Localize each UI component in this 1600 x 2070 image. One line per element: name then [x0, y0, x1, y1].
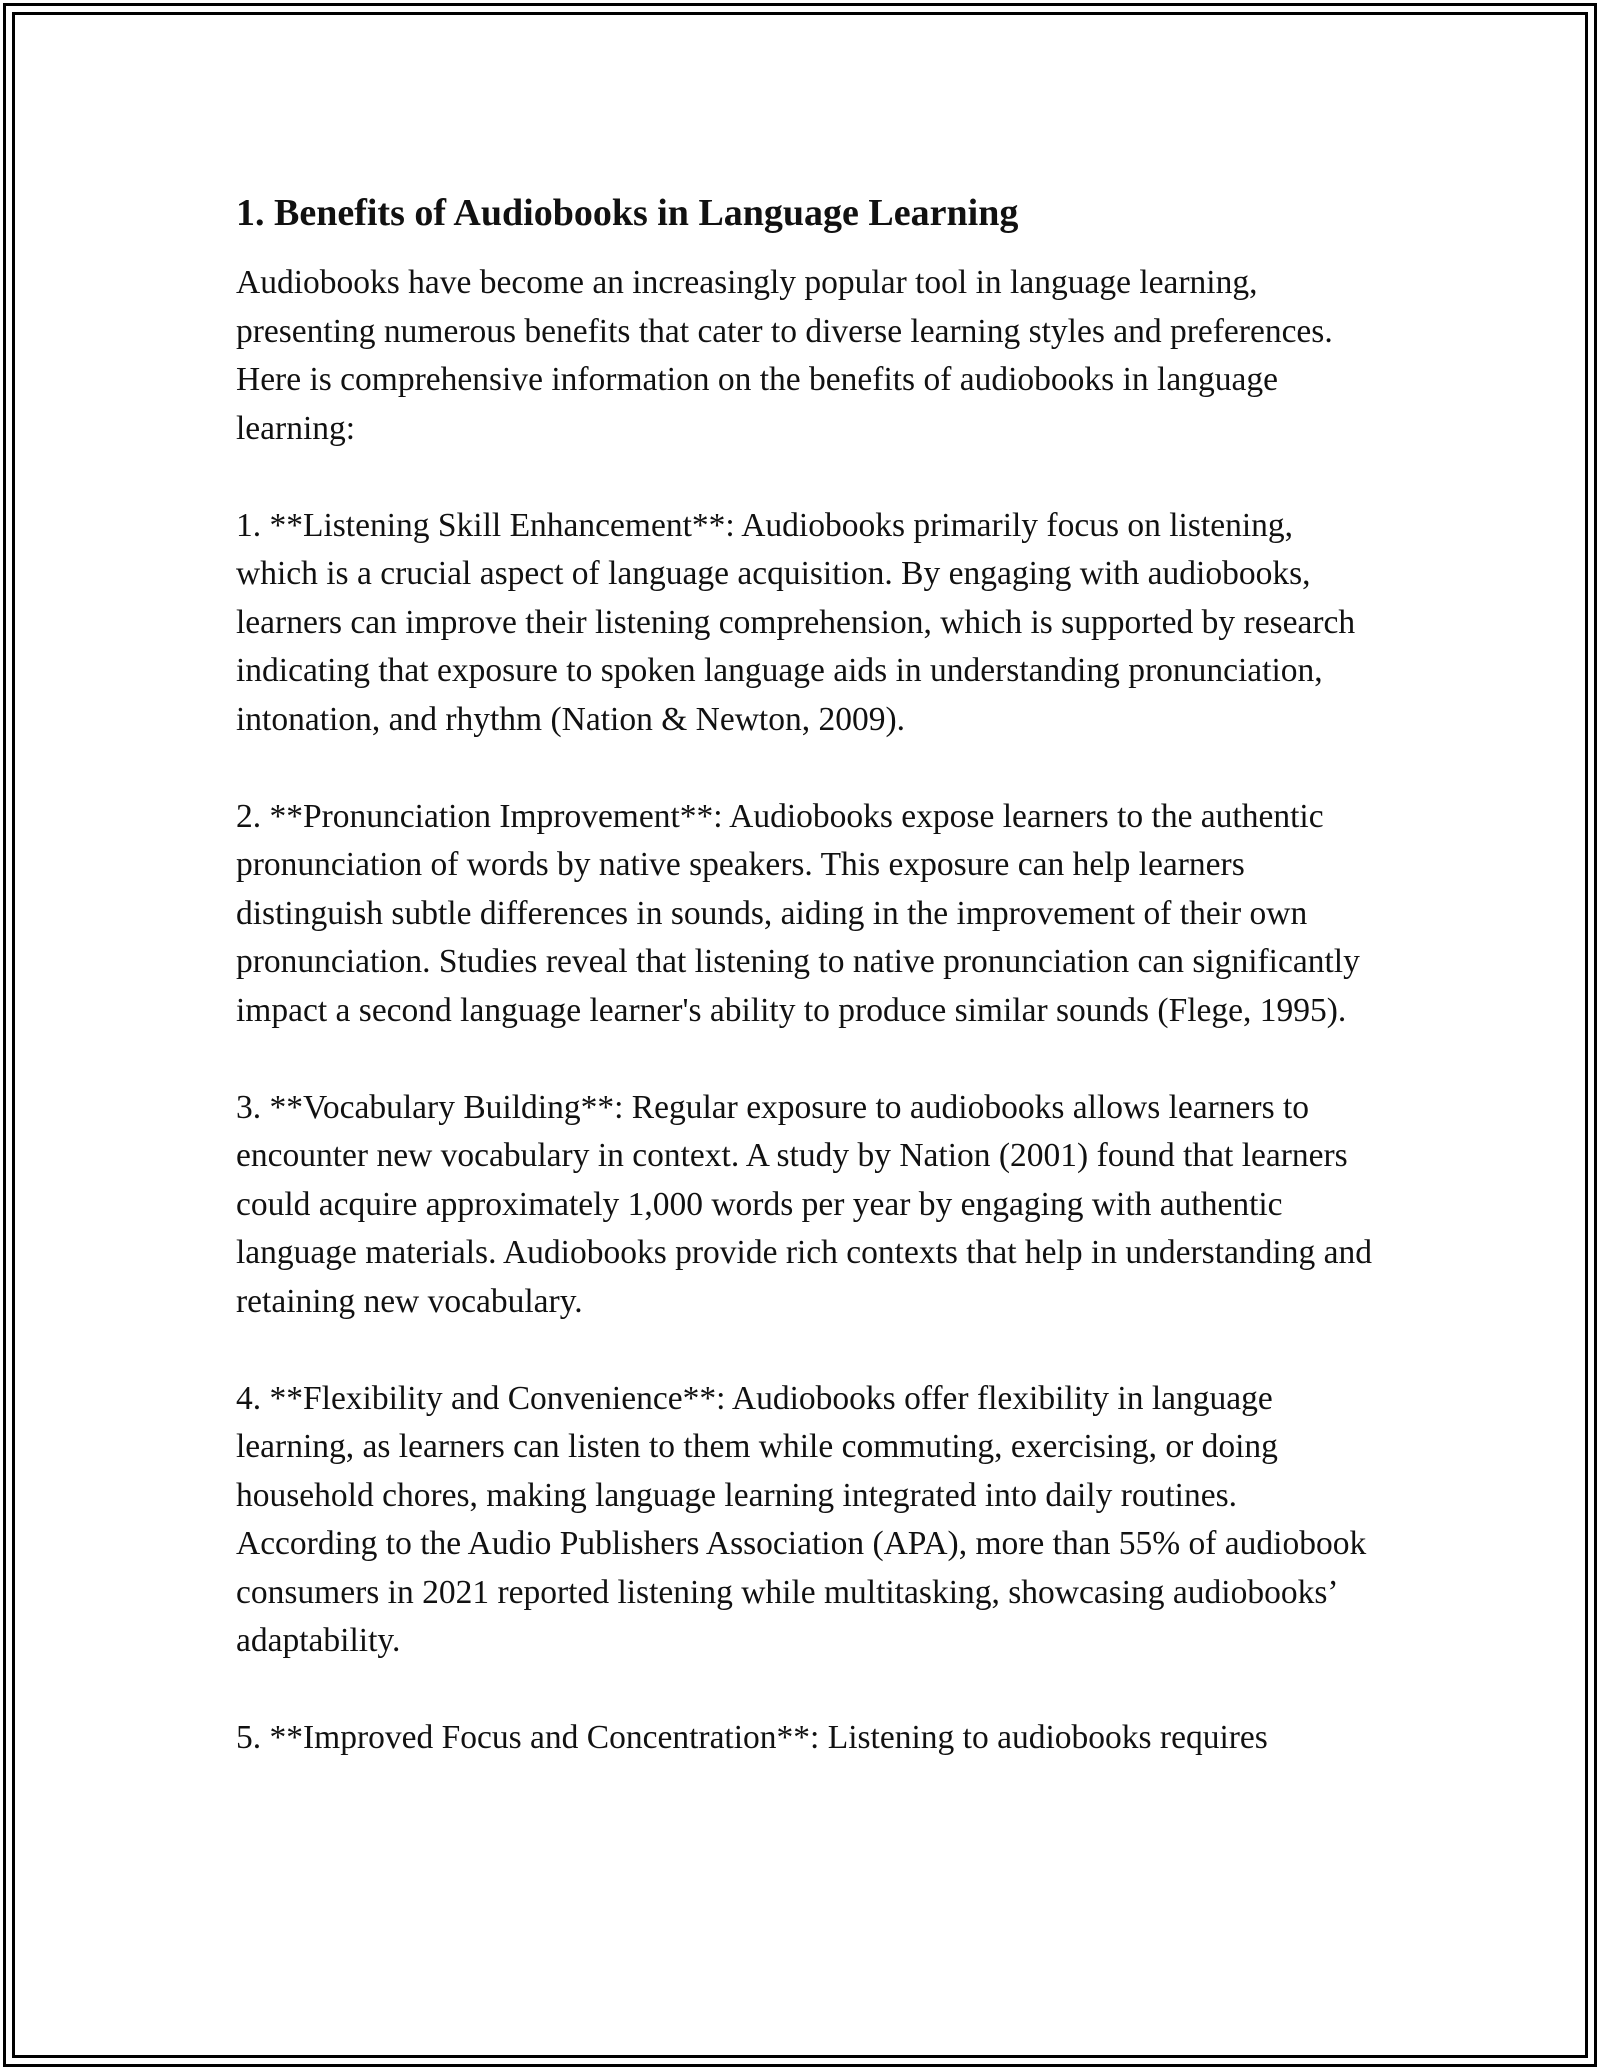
list-item-vocabulary: 3. **Vocabulary Building**: Regular exposure to audiobooks allows learners to encounter new vocabulary in context. A study by Nation (2001) found that learners could acquire approximately 1,000 words per year by engaging with authentic language materials. Audiobooks provide rich contexts that help in understanding and retaining new vocabulary. [236, 1088, 1372, 1320]
list-item-pronunciation: 2. **Pronunciation Improvement**: Audiobooks expose learners to the authentic pronunciation of words by native speakers. This exposure can help learners distinguish subtle differences in sounds, aiding in the improvement of their own pronunciation. Studies reveal that listening to native pronunciation can significantly impact a second language learner's ability to produce similar sounds (Flege, 1995). [236, 797, 1360, 1029]
section-heading: 1. Benefits of Audiobooks in Language Learning [236, 192, 1019, 234]
list-item-focus: 5. **Improved Focus and Concentration**: Listening to audiobooks requires [236, 1719, 1268, 1756]
list-item-flexibility: 4. **Flexibility and Convenience**: Audiobooks offer flexibility in language learning, as learners can listen to them while commuting, exercising, or doing household chores, making language learning integrated into daily routines. According to the Audio Publishers Association (APA), more than 55% of audiobook consumers in 2021 reported listening while multitasking, showcasing audiobooks’ adaptability. [236, 1379, 1367, 1659]
list-item-listening: 1. **Listening Skill Enhancement**: Audiobooks primarily focus on listening, which is a crucial aspect of language acquisition. By engaging with audiobooks, learners can improve their listening comprehension, which is supported by research indicating that exposure to spoken language aids in understanding pronunciation, intonation, and rhythm (Nation & Newton, 2009). [236, 506, 1356, 738]
intro-paragraph: Audiobooks have become an increasingly popular tool in language learning, presenting numerous benefits that cater to diverse learning styles and preferences. Here is comprehensive information on the benefits of audiobooks in language learning: [236, 264, 1333, 447]
document-body [236, 185, 1376, 1763]
